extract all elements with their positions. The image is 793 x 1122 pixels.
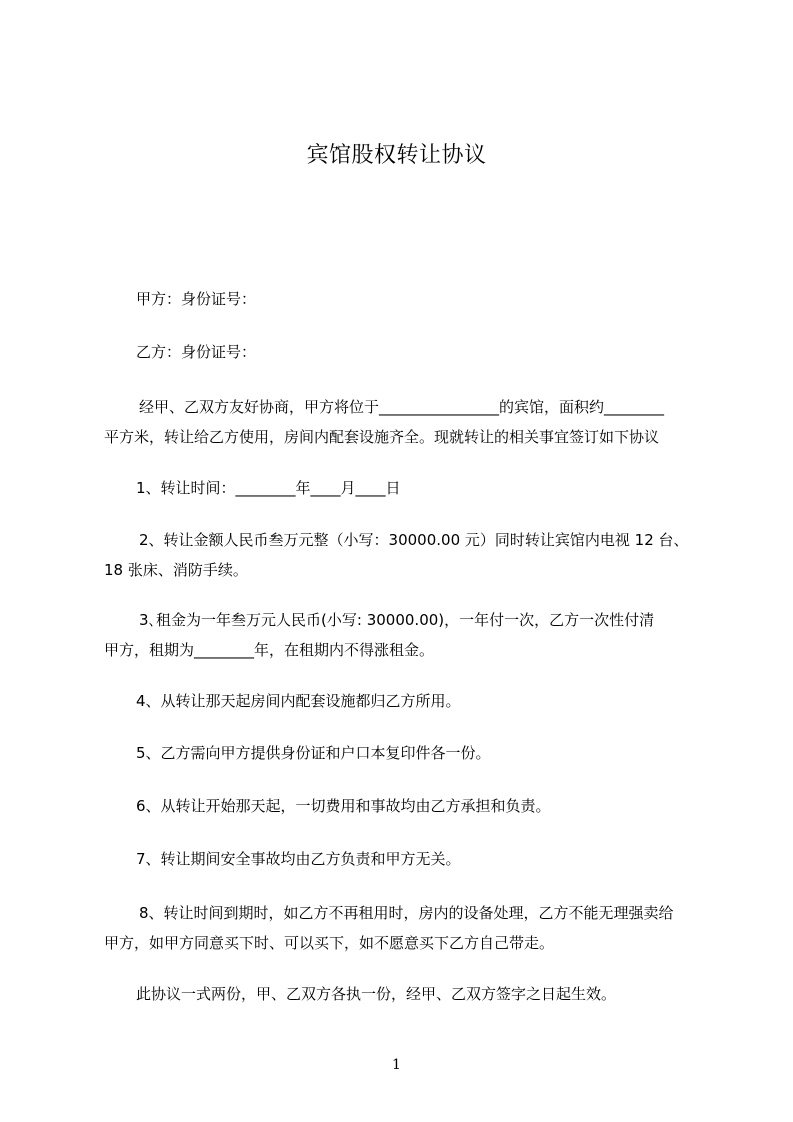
clause-7 xyxy=(104,844,704,874)
clause-8 xyxy=(104,898,704,958)
clause-2 xyxy=(104,525,704,585)
document-title: 宾馆股权转让协议 xyxy=(306,143,487,168)
intro-paragraph xyxy=(104,392,704,452)
clause-3-line-2: 甲方，租期为________年，在租期内不得涨租金。 xyxy=(104,641,435,659)
intro-line-1: 经甲、乙双方友好协商，甲方将位于________________的宾馆，面积约________ xyxy=(139,398,665,416)
party-a-text: 甲方：身份证号： xyxy=(136,290,257,308)
clause-5 xyxy=(104,738,704,768)
clause-6 xyxy=(104,791,704,821)
clause-7-text: 7、转让期间安全事故均由乙方负责和甲方无关。 xyxy=(136,850,461,868)
party-a-line xyxy=(104,284,704,314)
clause-5-text: 5、乙方需向甲方提供身份证和户口本复印件各一份。 xyxy=(136,744,491,762)
clause-1-text: 1、转让时间：________年____月____日 xyxy=(136,479,401,497)
closing-text: 此协议一式两份，甲、乙双方各执一份，经甲、乙双方签字之日起生效。 xyxy=(136,985,617,1003)
intro-line-2: 平方米，转让给乙方使用，房间内配套设施齐全。现就转让的相关事宜签订如下协议 xyxy=(104,428,660,446)
clause-2-line-2: 18 张床、消防手续。 xyxy=(104,561,248,579)
page-number: 1 xyxy=(392,1057,401,1073)
closing-statement xyxy=(104,979,704,1009)
clause-4-text: 4、从转让那天起房间内配套设施都归乙方所用。 xyxy=(136,692,461,710)
party-b-line xyxy=(104,337,704,367)
clause-3 xyxy=(104,605,704,665)
party-b-text: 乙方：身份证号： xyxy=(136,343,257,361)
clause-6-text: 6、从转让开始那天起，一切费用和事故均由乙方承担和负责。 xyxy=(136,797,551,815)
clause-1 xyxy=(104,473,704,503)
clause-2-line-1: 2、转让金额人民币叁万元整（小写：30000.00 元）同时转让宾馆内电视 12 台、 xyxy=(139,531,689,549)
clause-8-line-2: 甲方，如甲方同意买下时、可以买下，如不愿意买下乙方自己带走。 xyxy=(104,934,555,952)
clause-4 xyxy=(104,686,704,716)
clause-3-line-1: 3､租金为一年叁万元人民币(小写: 30000.00)，一年付一次，乙方一次性付清 xyxy=(139,611,655,629)
clause-8-line-1: 8、转让时间到期时，如乙方不再租用时，房内的设备处理，乙方不能无理强卖给 xyxy=(139,904,674,922)
